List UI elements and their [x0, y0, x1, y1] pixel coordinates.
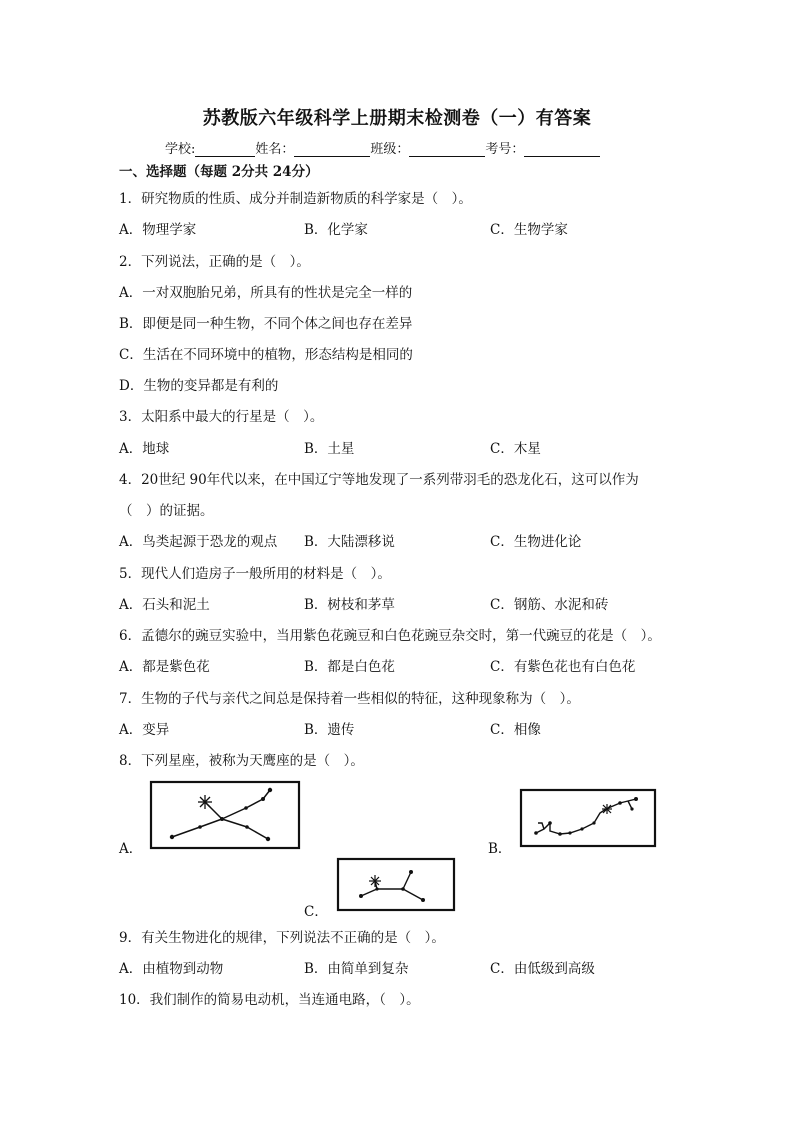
question-2: 2．下列说法，正确的是（ ）。	[119, 254, 310, 270]
class-label: 班级：	[370, 142, 410, 157]
q1-option-c[interactable]: C．生物学家	[490, 222, 568, 238]
q2-option-a[interactable]: A．一对双胞胎兄弟，所具有的性状是完全一样的	[119, 285, 413, 301]
constellation-a-figure[interactable]	[150, 781, 300, 849]
school-label: 学校:	[165, 142, 196, 157]
q2-option-b[interactable]: B．即便是同一种生物，不同个体之间也存在差异	[119, 316, 413, 332]
q7-option-a[interactable]: A．变异	[119, 722, 170, 738]
section-heading: 一、选择题（每题 2分共 24分）	[119, 164, 319, 180]
q1-option-a[interactable]: A．物理学家	[119, 222, 197, 238]
q8-option-a-label[interactable]: A．	[119, 841, 143, 857]
school-blank[interactable]	[195, 142, 255, 157]
q7-option-b[interactable]: B．遗传	[304, 722, 355, 738]
question-9: 9．有关生物进化的规律，下列说法不正确的是（ ）。	[119, 930, 445, 946]
q9-option-b[interactable]: B．由简单到复杂	[304, 961, 409, 977]
q2-option-c[interactable]: C．生活在不同环境中的植物，形态结构是相同的	[119, 347, 413, 363]
q6-option-a[interactable]: A．都是紫色花	[119, 659, 210, 675]
student-info-line	[165, 138, 600, 157]
q6-option-b[interactable]: B．都是白色花	[304, 659, 395, 675]
number-blank[interactable]	[524, 142, 600, 157]
name-blank[interactable]	[294, 142, 370, 157]
q2-option-d[interactable]: D．生物的变异都是有利的	[119, 378, 279, 394]
question-10: 10．我们制作的简易电动机，当连通电路，（ ）。	[119, 992, 420, 1008]
question-7: 7．生物的子代与亲代之间总是保持着一些相似的特征，这种现象称为（ ）。	[119, 691, 580, 707]
q3-option-b[interactable]: B．土星	[304, 441, 355, 457]
q8-option-c-label[interactable]: C．	[304, 904, 328, 920]
question-4-cont: （ ）的证据。	[119, 503, 214, 519]
q1-option-b[interactable]: B．化学家	[304, 222, 368, 238]
q9-option-a[interactable]: A．由植物到动物	[119, 961, 224, 977]
class-blank[interactable]	[409, 142, 485, 157]
question-3: 3．太阳系中最大的行星是（ ）。	[119, 409, 324, 425]
page-title: 苏教版六年级科学上册期末检测卷（一）有答案	[202, 108, 592, 129]
q6-option-c[interactable]: C．有紫色花也有白色花	[490, 659, 636, 675]
question-4: 4．20世纪 90年代以来，在中国辽宁等地发现了一系列带羽毛的恐龙化石，这可以作为	[119, 472, 639, 488]
q7-option-c[interactable]: C．相像	[490, 722, 541, 738]
q8-option-b-label[interactable]: B．	[488, 841, 512, 857]
q5-option-b[interactable]: B．树枝和茅草	[304, 597, 395, 613]
q3-option-a[interactable]: A．地球	[119, 441, 170, 457]
constellation-c-figure[interactable]	[337, 858, 455, 911]
name-label: 姓名：	[255, 142, 295, 157]
q3-option-c[interactable]: C．木星	[490, 441, 541, 457]
q9-option-c[interactable]: C．由低级到高级	[490, 961, 595, 977]
q5-option-a[interactable]: A．石头和泥土	[119, 597, 210, 613]
q5-option-c[interactable]: C．钢筋、水泥和砖	[490, 597, 609, 613]
question-5: 5．现代人们造房子一般所用的材料是（ ）。	[119, 566, 391, 582]
q4-option-c[interactable]: C．生物进化论	[490, 534, 582, 550]
number-label: 考号：	[485, 142, 525, 157]
question-6: 6．孟德尔的豌豆实验中，当用紫色花豌豆和白色花豌豆杂交时，第一代豌豆的花是（ ）。	[119, 628, 661, 644]
question-1: 1．研究物质的性质、成分并制造新物质的科学家是（ ）。	[119, 191, 472, 207]
q4-option-b[interactable]: B．大陆漂移说	[304, 534, 395, 550]
constellation-b-figure[interactable]	[520, 789, 656, 847]
q4-option-a[interactable]: A．鸟类起源于恐龙的观点	[119, 534, 278, 550]
question-8: 8．下列星座，被称为天鹰座的是（ ）。	[119, 753, 364, 769]
